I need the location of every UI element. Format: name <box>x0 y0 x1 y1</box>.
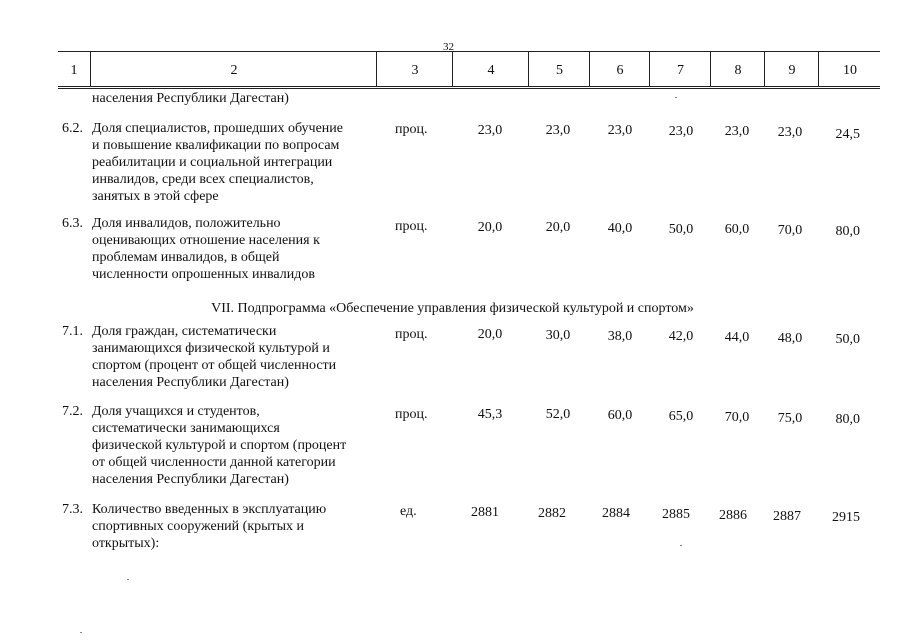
row-name-line: численности опрошенных инвалидов <box>92 267 315 282</box>
row-value: 23,0 <box>668 124 694 139</box>
row-value: 20,0 <box>545 220 571 235</box>
col-header-7: 7 <box>649 52 711 86</box>
row-name-line: спортом (процент от общей численности <box>92 358 337 373</box>
row-number: 7.3. <box>62 502 83 517</box>
row-value: 2885 <box>662 507 690 522</box>
row-name-line: систематически занимающихся <box>92 421 280 436</box>
row-name-line: занятых в этой сфере <box>92 189 219 204</box>
row-number: 7.1. <box>62 324 83 339</box>
row-name-line: проблемам инвалидов, в общей <box>92 250 280 265</box>
row-value: 2882 <box>538 506 566 521</box>
row-value: 65,0 <box>668 409 694 424</box>
col-header-1: 1 <box>70 63 78 78</box>
row-value: 23,0 <box>607 123 633 138</box>
row-name-line: Количество введенных в эксплуатацию <box>92 502 327 517</box>
col-header-8: 8 <box>710 52 765 86</box>
row-number: 7.2. <box>62 404 83 419</box>
row-unit: проц. <box>395 327 428 342</box>
row-name-line: реабилитации и социальной интеграции <box>92 155 333 170</box>
row-value: 23,0 <box>724 124 750 139</box>
row-value: 52,0 <box>545 407 571 422</box>
row-name-line: инвалидов, среди всех специалистов, <box>92 172 314 187</box>
row-value: 50,0 <box>668 222 694 237</box>
row-value: 23,0 <box>477 123 503 138</box>
row-value: 2884 <box>602 506 630 521</box>
row-name-line: населения Республики Дагестан) <box>92 472 289 487</box>
col-header-2: 2 <box>90 52 377 86</box>
section-title: VII. Подпрограмма «Обеспечение управления физической культурой и спортом» <box>211 301 694 316</box>
row-value: 30,0 <box>545 328 571 343</box>
row-value: 48,0 <box>777 331 803 346</box>
row-number: 6.3. <box>62 216 83 231</box>
row-value: 60,0 <box>607 408 633 423</box>
row-name-line: занимающихся физической культурой и <box>92 341 330 356</box>
row-value: 70,0 <box>777 223 803 238</box>
row-value: 80,0 <box>835 412 860 427</box>
col-header-10: 10 <box>818 52 881 86</box>
row-unit: ед. <box>400 504 417 519</box>
row-value: 38,0 <box>607 329 633 344</box>
row-value: 20,0 <box>477 220 503 235</box>
col-header-3: 3 <box>376 52 453 86</box>
row-value: 2887 <box>773 509 801 524</box>
row-value: 80,0 <box>835 224 860 239</box>
row-unit: проц. <box>395 407 428 422</box>
row-name-line: физической культурой и спортом (процент <box>92 438 347 453</box>
row-value: 44,0 <box>724 330 750 345</box>
col-header-4: 4 <box>452 52 529 86</box>
row-unit: проц. <box>395 219 428 234</box>
row-name-line: от общей численности данной категории <box>92 455 336 470</box>
row-value: 24,5 <box>835 127 860 142</box>
row-name-line: Доля учащихся и студентов, <box>92 404 260 419</box>
row-value: 75,0 <box>777 411 803 426</box>
scan-speck <box>675 97 677 98</box>
row-value: 42,0 <box>668 329 694 344</box>
row-value: 2915 <box>832 510 860 525</box>
row-name-line: и повышение квалификации по вопросам <box>92 138 340 153</box>
row-number: 6.2. <box>62 121 83 136</box>
row-name-line: открытых): <box>92 536 160 551</box>
row-value: 20,0 <box>477 327 503 342</box>
table-header <box>58 51 880 89</box>
scan-speck <box>80 632 82 633</box>
row-value: 50,0 <box>835 332 860 347</box>
row-value: 2881 <box>471 505 499 520</box>
row-value: 23,0 <box>777 125 803 140</box>
row-value: 2886 <box>719 508 747 523</box>
scan-speck <box>127 579 129 580</box>
row-value: 60,0 <box>724 222 750 237</box>
row-value: 23,0 <box>545 123 571 138</box>
col-header-6: 6 <box>589 52 650 86</box>
row-name-line: Доля специалистов, прошедших обучение <box>92 121 344 136</box>
col-header-9: 9 <box>764 52 819 86</box>
row-name-line: населения Республики Дагестан) <box>92 375 289 390</box>
row-name-line: Доля инвалидов, положительно <box>92 216 281 231</box>
row-name-line: оценивающих отношение населения к <box>92 233 320 248</box>
row-name-line: Доля граждан, систематически <box>92 324 277 339</box>
row-unit: проц. <box>395 122 428 137</box>
page-number: 32 <box>443 41 454 53</box>
row-name-line: спортивных сооружений (крытых и <box>92 519 305 534</box>
continuation-text: населения Республики Дагестан) <box>92 91 289 106</box>
row-value: 45,3 <box>477 407 503 422</box>
row-value: 40,0 <box>607 221 633 236</box>
row-value: 70,0 <box>724 410 750 425</box>
scan-speck <box>680 545 682 546</box>
col-header-5: 5 <box>528 52 590 86</box>
